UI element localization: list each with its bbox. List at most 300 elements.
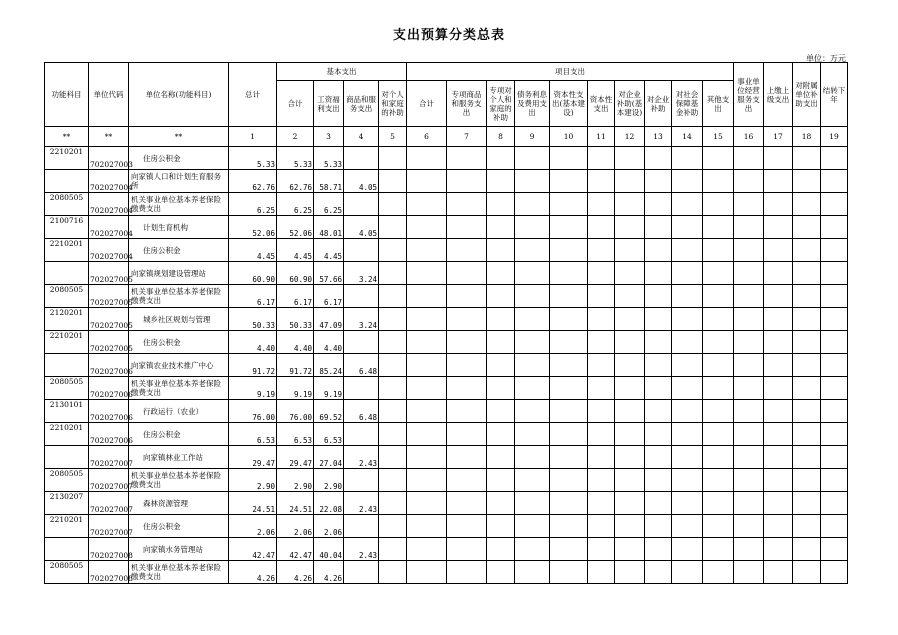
empty-cell <box>615 216 645 239</box>
empty-cell <box>703 423 734 446</box>
empty-cell <box>821 239 848 262</box>
amount-cell: 4.40 <box>314 331 344 354</box>
empty-cell <box>703 331 734 354</box>
empty-cell <box>487 400 515 423</box>
empty-cell <box>672 377 703 400</box>
amount-cell: 2.43 <box>344 492 379 515</box>
empty-cell <box>615 308 645 331</box>
empty-cell <box>615 423 645 446</box>
empty-cell <box>515 377 550 400</box>
empty-cell <box>588 515 615 538</box>
amount-cell: 2.06 <box>314 515 344 538</box>
empty-cell <box>793 538 821 561</box>
index-cell: 13 <box>645 127 672 147</box>
header-project-sub-6: 对企业补助(基本建设) <box>615 81 645 127</box>
empty-cell <box>703 285 734 308</box>
amount-cell: 2.90 <box>314 469 344 492</box>
table-row <box>45 400 848 423</box>
table-row <box>45 469 848 492</box>
index-cell: 1 <box>229 127 277 147</box>
empty-cell <box>447 538 487 561</box>
empty-cell <box>672 354 703 377</box>
index-cell: ** <box>129 127 229 147</box>
header-func-code: 功能科目 <box>45 63 89 127</box>
empty-cell <box>821 331 848 354</box>
func-code-cell <box>45 170 89 193</box>
header-basic-sub-2: 商品和服务支出 <box>344 81 379 127</box>
empty-cell <box>615 239 645 262</box>
empty-cell <box>447 561 487 584</box>
amount-cell: 48.01 <box>314 216 344 239</box>
amount-cell: 6.17 <box>229 285 277 308</box>
empty-cell <box>515 216 550 239</box>
empty-cell <box>447 423 487 446</box>
header-project-sub-3: 债务利息及费用支出 <box>515 81 550 127</box>
empty-cell <box>487 561 515 584</box>
unit-code-cell: 702027007 <box>89 492 129 515</box>
empty-cell <box>487 331 515 354</box>
empty-cell <box>821 377 848 400</box>
table-row <box>45 285 848 308</box>
empty-cell <box>588 469 615 492</box>
amount-cell <box>344 423 379 446</box>
func-code-cell: 2080505 <box>45 285 89 308</box>
empty-cell <box>645 492 672 515</box>
empty-cell <box>447 377 487 400</box>
empty-cell <box>672 492 703 515</box>
empty-cell <box>550 239 588 262</box>
amount-cell: 6.17 <box>277 285 314 308</box>
empty-cell <box>447 446 487 469</box>
amount-cell: 62.76 <box>277 170 314 193</box>
empty-cell <box>615 492 645 515</box>
empty-cell <box>515 561 550 584</box>
empty-cell <box>734 285 764 308</box>
empty-cell <box>447 354 487 377</box>
empty-cell <box>793 561 821 584</box>
empty-cell <box>588 331 615 354</box>
empty-cell <box>379 515 407 538</box>
empty-cell <box>487 285 515 308</box>
index-cell: ** <box>45 127 89 147</box>
header-project: 项目支出 <box>407 63 734 81</box>
empty-cell <box>821 515 848 538</box>
empty-cell <box>447 262 487 285</box>
index-cell: 2 <box>277 127 314 147</box>
header-project-sub-4: 资本性支出(基本建设) <box>550 81 588 127</box>
column-index-row <box>45 127 848 147</box>
empty-cell <box>672 239 703 262</box>
empty-cell <box>588 400 615 423</box>
empty-cell <box>407 469 447 492</box>
empty-cell <box>379 354 407 377</box>
amount-cell: 42.47 <box>277 538 314 561</box>
header-basic-sub-1: 工资福利支出 <box>314 81 344 127</box>
unit-code-cell: 702027008 <box>89 538 129 561</box>
empty-cell <box>447 492 487 515</box>
empty-cell <box>379 285 407 308</box>
amount-cell <box>344 469 379 492</box>
empty-cell <box>821 446 848 469</box>
empty-cell <box>515 331 550 354</box>
empty-cell <box>734 469 764 492</box>
empty-cell <box>672 446 703 469</box>
empty-cell <box>487 147 515 170</box>
unit-name-cell: 森林资源管理 <box>129 492 229 515</box>
empty-cell <box>447 170 487 193</box>
empty-cell <box>793 377 821 400</box>
unit-name-cell: 城乡社区规划与管理 <box>129 308 229 331</box>
empty-cell <box>821 170 848 193</box>
amount-cell: 4.45 <box>277 239 314 262</box>
empty-cell <box>515 147 550 170</box>
header-unit-name: 单位名称(功能科目) <box>129 63 229 127</box>
empty-cell <box>703 538 734 561</box>
empty-cell <box>588 147 615 170</box>
empty-cell <box>645 515 672 538</box>
index-cell: 19 <box>821 127 848 147</box>
empty-cell <box>615 446 645 469</box>
empty-cell <box>379 446 407 469</box>
table-row <box>45 308 848 331</box>
unit-code-cell: 702027007 <box>89 446 129 469</box>
empty-cell <box>550 469 588 492</box>
header-project-sub-2: 专项对个人和家庭的补助 <box>487 81 515 127</box>
func-code-cell: 2210201 <box>45 147 89 170</box>
amount-cell: 6.25 <box>277 193 314 216</box>
index-cell: 15 <box>703 127 734 147</box>
empty-cell <box>672 193 703 216</box>
empty-cell <box>515 538 550 561</box>
empty-cell <box>734 308 764 331</box>
empty-cell <box>515 423 550 446</box>
empty-cell <box>407 170 447 193</box>
amount-cell <box>344 561 379 584</box>
empty-cell <box>447 193 487 216</box>
unit-label: 单位：万元 <box>806 54 846 63</box>
empty-cell <box>734 354 764 377</box>
unit-code-cell: 702027006 <box>89 423 129 446</box>
empty-cell <box>734 170 764 193</box>
empty-cell <box>379 239 407 262</box>
empty-cell <box>550 285 588 308</box>
header-project-sub-0: 合计 <box>407 81 447 127</box>
unit-code-cell: 702027006 <box>89 354 129 377</box>
empty-cell <box>447 331 487 354</box>
amount-cell: 6.53 <box>314 423 344 446</box>
header-basic-sub-0: 合计 <box>277 81 314 127</box>
empty-cell <box>407 354 447 377</box>
empty-cell <box>447 239 487 262</box>
unit-code-cell: 702027004 <box>89 170 129 193</box>
empty-cell <box>588 170 615 193</box>
empty-cell <box>487 216 515 239</box>
amount-cell: 5.33 <box>314 147 344 170</box>
unit-name-cell: 住房公积金 <box>129 515 229 538</box>
empty-cell <box>550 308 588 331</box>
empty-cell <box>588 285 615 308</box>
empty-cell <box>588 239 615 262</box>
empty-cell <box>615 469 645 492</box>
amount-cell: 2.90 <box>229 469 277 492</box>
empty-cell <box>550 354 588 377</box>
empty-cell <box>764 262 793 285</box>
func-code-cell: 2210201 <box>45 331 89 354</box>
empty-cell <box>734 216 764 239</box>
empty-cell <box>764 239 793 262</box>
empty-cell <box>793 331 821 354</box>
empty-cell <box>645 446 672 469</box>
unit-code-cell: 702027007 <box>89 515 129 538</box>
empty-cell <box>407 538 447 561</box>
amount-cell: 5.33 <box>229 147 277 170</box>
index-cell: 10 <box>550 127 588 147</box>
empty-cell <box>672 262 703 285</box>
empty-cell <box>550 331 588 354</box>
empty-cell <box>645 193 672 216</box>
table-row <box>45 239 848 262</box>
empty-cell <box>447 147 487 170</box>
empty-cell <box>821 216 848 239</box>
func-code-cell: 2130101 <box>45 400 89 423</box>
empty-cell <box>764 170 793 193</box>
unit-code-cell: 702027007 <box>89 469 129 492</box>
empty-cell <box>703 561 734 584</box>
empty-cell <box>550 492 588 515</box>
empty-cell <box>447 400 487 423</box>
empty-cell <box>379 308 407 331</box>
empty-cell <box>703 193 734 216</box>
table-row <box>45 538 848 561</box>
amount-cell: 24.51 <box>277 492 314 515</box>
table-row <box>45 492 848 515</box>
amount-cell: 76.00 <box>277 400 314 423</box>
empty-cell <box>407 331 447 354</box>
empty-cell <box>764 538 793 561</box>
amount-cell: 6.53 <box>229 423 277 446</box>
empty-cell <box>550 446 588 469</box>
empty-cell <box>645 538 672 561</box>
empty-cell <box>447 469 487 492</box>
empty-cell <box>793 446 821 469</box>
amount-cell: 29.47 <box>229 446 277 469</box>
amount-cell: 6.53 <box>277 423 314 446</box>
empty-cell <box>615 400 645 423</box>
amount-cell: 4.05 <box>344 170 379 193</box>
empty-cell <box>407 216 447 239</box>
amount-cell: 4.26 <box>314 561 344 584</box>
empty-cell <box>764 561 793 584</box>
header-other-2: 对附属单位补助支出 <box>793 63 821 127</box>
unit-name-cell: 行政运行（农业） <box>129 400 229 423</box>
amount-cell: 4.45 <box>229 239 277 262</box>
empty-cell <box>703 216 734 239</box>
amount-cell: 50.33 <box>277 308 314 331</box>
empty-cell <box>550 538 588 561</box>
empty-cell <box>645 216 672 239</box>
empty-cell <box>821 469 848 492</box>
amount-cell: 6.48 <box>344 400 379 423</box>
header-project-sub-7: 对企业补助 <box>645 81 672 127</box>
table-row <box>45 262 848 285</box>
table-row <box>45 377 848 400</box>
amount-cell <box>344 193 379 216</box>
table-row <box>45 331 848 354</box>
empty-cell <box>821 561 848 584</box>
header-basic: 基本支出 <box>277 63 407 81</box>
page-title: 支出预算分类总表 <box>392 28 505 43</box>
unit-name-cell: 计划生育机构 <box>129 216 229 239</box>
empty-cell <box>515 354 550 377</box>
func-code-cell: 2210201 <box>45 515 89 538</box>
empty-cell <box>487 538 515 561</box>
unit-code-cell: 702027008 <box>89 561 129 584</box>
func-code-cell: 2210201 <box>45 423 89 446</box>
empty-cell <box>793 469 821 492</box>
index-cell: 11 <box>588 127 615 147</box>
amount-cell: 6.48 <box>344 354 379 377</box>
index-cell: 7 <box>447 127 487 147</box>
empty-cell <box>379 423 407 446</box>
empty-cell <box>672 515 703 538</box>
empty-cell <box>645 308 672 331</box>
unit-name-cell: 机关事业单位基本养老保险缴费支出 <box>129 377 229 400</box>
amount-cell: 57.66 <box>314 262 344 285</box>
empty-cell <box>764 285 793 308</box>
empty-cell <box>645 561 672 584</box>
table-row <box>45 561 848 584</box>
empty-cell <box>379 147 407 170</box>
unit-code-cell: 702027006 <box>89 400 129 423</box>
empty-cell <box>588 538 615 561</box>
empty-cell <box>672 147 703 170</box>
unit-name-cell: 住房公积金 <box>129 147 229 170</box>
index-cell: 16 <box>734 127 764 147</box>
empty-cell <box>793 285 821 308</box>
func-code-cell: 2120201 <box>45 308 89 331</box>
empty-cell <box>645 285 672 308</box>
amount-cell: 62.76 <box>229 170 277 193</box>
empty-cell <box>672 561 703 584</box>
unit-name-cell: 向家镇规划建设管理站 <box>129 262 229 285</box>
empty-cell <box>379 400 407 423</box>
index-cell: 17 <box>764 127 793 147</box>
amount-cell: 6.25 <box>229 193 277 216</box>
amount-cell: 2.90 <box>277 469 314 492</box>
empty-cell <box>588 561 615 584</box>
empty-cell <box>515 469 550 492</box>
empty-cell <box>588 193 615 216</box>
empty-cell <box>615 354 645 377</box>
table-row <box>45 193 848 216</box>
empty-cell <box>407 285 447 308</box>
empty-cell <box>550 515 588 538</box>
empty-cell <box>645 400 672 423</box>
empty-cell <box>821 147 848 170</box>
empty-cell <box>615 515 645 538</box>
header-other-0: 事业单位经营服务支出 <box>734 63 764 127</box>
table-row <box>45 216 848 239</box>
empty-cell <box>379 262 407 285</box>
amount-cell: 4.40 <box>229 331 277 354</box>
empty-cell <box>821 538 848 561</box>
empty-cell <box>703 170 734 193</box>
empty-cell <box>645 331 672 354</box>
budget-table <box>44 62 848 584</box>
unit-name-cell: 住房公积金 <box>129 239 229 262</box>
table-row <box>45 354 848 377</box>
header-project-sub-8: 对社会保障基金补助 <box>672 81 703 127</box>
empty-cell <box>672 423 703 446</box>
empty-cell <box>764 377 793 400</box>
header-project-sub-5: 资本性支出 <box>588 81 615 127</box>
empty-cell <box>703 262 734 285</box>
empty-cell <box>407 400 447 423</box>
empty-cell <box>407 446 447 469</box>
empty-cell <box>672 538 703 561</box>
empty-cell <box>550 377 588 400</box>
header-basic-sub-3: 对个人和家庭的补助 <box>379 81 407 127</box>
amount-cell: 6.25 <box>314 193 344 216</box>
empty-cell <box>645 354 672 377</box>
amount-cell: 91.72 <box>277 354 314 377</box>
empty-cell <box>515 239 550 262</box>
empty-cell <box>615 262 645 285</box>
empty-cell <box>615 193 645 216</box>
empty-cell <box>821 262 848 285</box>
empty-cell <box>672 400 703 423</box>
empty-cell <box>764 469 793 492</box>
empty-cell <box>821 492 848 515</box>
empty-cell <box>764 446 793 469</box>
amount-cell: 29.47 <box>277 446 314 469</box>
table-body <box>45 147 848 584</box>
empty-cell <box>734 538 764 561</box>
unit-name-cell: 向家镇水务管理站 <box>129 538 229 561</box>
empty-cell <box>588 492 615 515</box>
func-code-cell <box>45 446 89 469</box>
empty-cell <box>672 469 703 492</box>
empty-cell <box>645 423 672 446</box>
empty-cell <box>487 170 515 193</box>
empty-cell <box>703 400 734 423</box>
empty-cell <box>550 400 588 423</box>
empty-cell <box>588 216 615 239</box>
amount-cell: 2.06 <box>229 515 277 538</box>
empty-cell <box>703 239 734 262</box>
empty-cell <box>703 354 734 377</box>
amount-cell: 47.09 <box>314 308 344 331</box>
unit-name-cell: 机关事业单位基本养老保险缴费支出 <box>129 561 229 584</box>
unit-name-cell: 住房公积金 <box>129 423 229 446</box>
empty-cell <box>672 331 703 354</box>
empty-cell <box>515 446 550 469</box>
empty-cell <box>734 147 764 170</box>
empty-cell <box>379 377 407 400</box>
empty-cell <box>821 308 848 331</box>
amount-cell: 40.04 <box>314 538 344 561</box>
empty-cell <box>793 515 821 538</box>
empty-cell <box>515 285 550 308</box>
empty-cell <box>821 354 848 377</box>
empty-cell <box>793 308 821 331</box>
empty-cell <box>821 423 848 446</box>
empty-cell <box>588 308 615 331</box>
empty-cell <box>588 446 615 469</box>
empty-cell <box>515 262 550 285</box>
empty-cell <box>764 354 793 377</box>
empty-cell <box>645 170 672 193</box>
